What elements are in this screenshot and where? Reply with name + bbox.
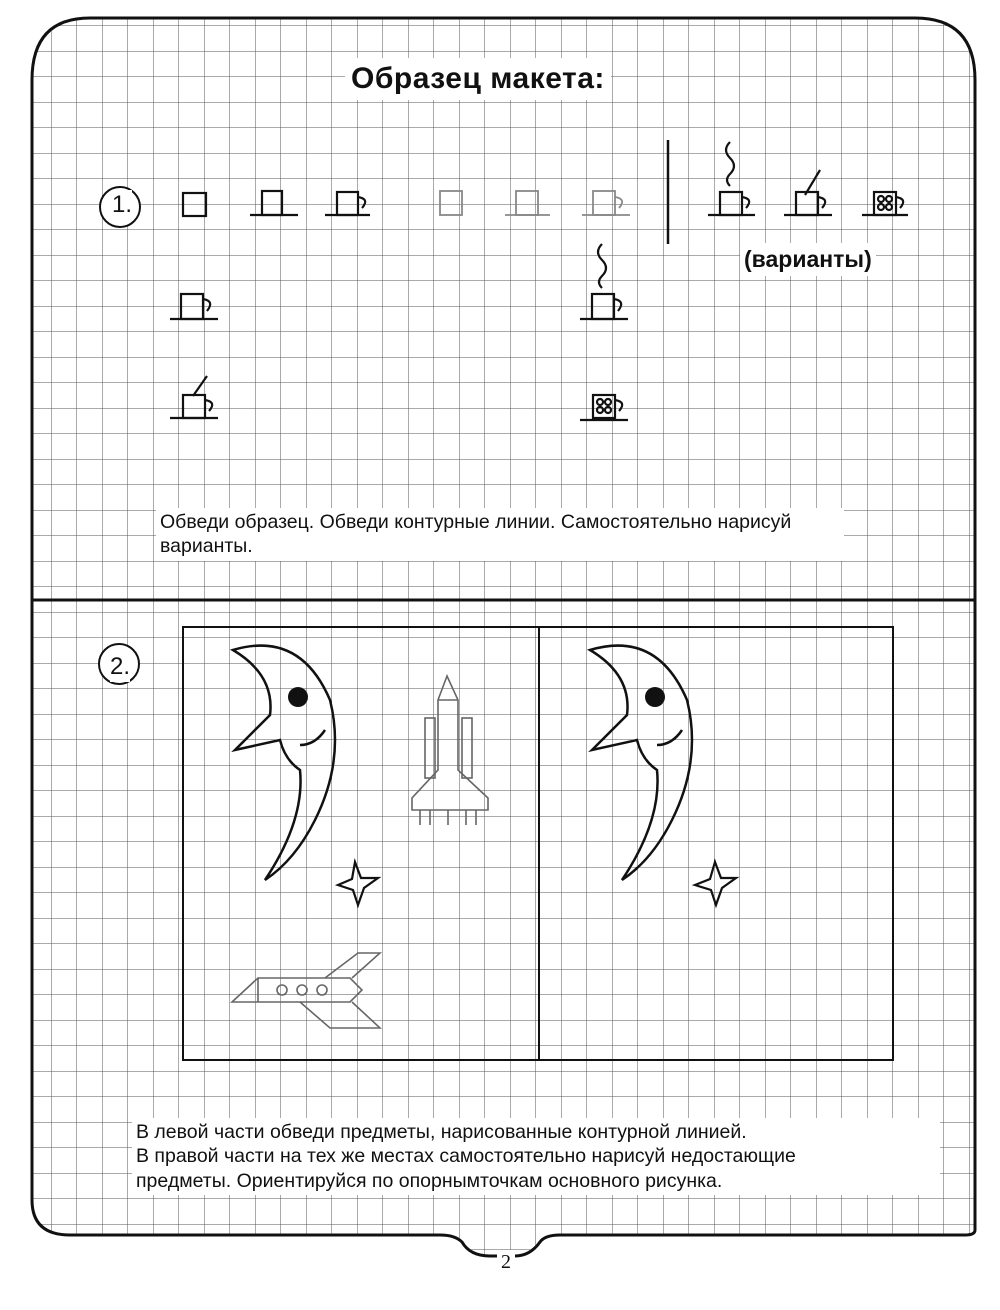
task-2-instruction-line: предметы. Ориентируйся по опорнымточкам основного рисунка. [136, 1169, 723, 1192]
moon-eye-left [288, 687, 308, 707]
task-2-instruction [132, 1118, 940, 1195]
task-1-instruction: Обведи образец. Обведи контурные линии. Самостоятельно нарисуй варианты. [156, 508, 844, 561]
task-2-number-label: 2. [110, 653, 131, 680]
page-title: Образец макета: [345, 58, 611, 100]
task-2-instruction-line: В левой части обведи предметы, нарисованные контурной линией. [136, 1121, 747, 1143]
task-1-number-label: 1. [112, 191, 133, 218]
moon-eye-right [645, 687, 665, 707]
task-2-instruction-line: В правой части на тех же местах самостоятельно нарисуй недостающие [136, 1145, 796, 1168]
variants-label: (варианты) [740, 243, 876, 276]
page-number: 2 [497, 1250, 515, 1275]
